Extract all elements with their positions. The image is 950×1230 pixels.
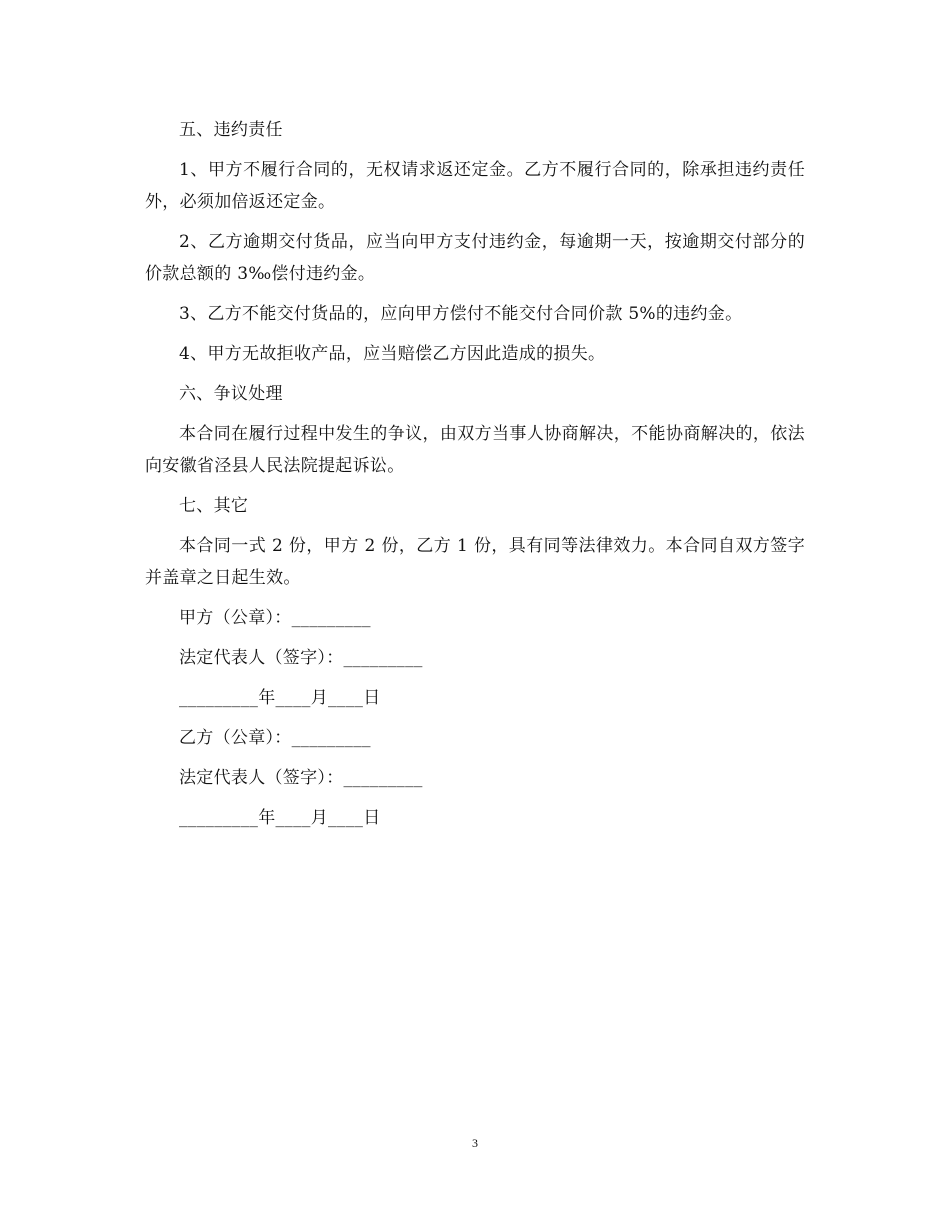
clause-other: 本合同一式 2 份，甲方 2 份，乙方 1 份，具有同等法律效力。本合同自双方签字并盖章之日起生效。 bbox=[145, 536, 805, 588]
clause-breach-3: 3、乙方不能交付货品的，应向甲方偿付不能交付合同价款 5%的违约金。 bbox=[179, 304, 743, 324]
page-number: 3 bbox=[472, 1136, 478, 1150]
party-b-seal-line: 乙方（公章）：_________ bbox=[179, 728, 371, 748]
party-b-representative-line: 法定代表人（签字）：_________ bbox=[179, 768, 423, 788]
clause-breach-4: 4、甲方无故拒收产品，应当赔偿乙方因此造成的损失。 bbox=[179, 344, 606, 364]
party-a-seal-line: 甲方（公章）：_________ bbox=[179, 608, 371, 628]
clause-dispute: 本合同在履行过程中发生的争议，由双方当事人协商解决，不能协商解决的，依法向安徽省泾县人民法院提起诉讼。 bbox=[145, 424, 805, 476]
document-body bbox=[145, 114, 805, 834]
clause-breach-2: 2、乙方逾期交付货品，应当向甲方支付违约金，每逾期一天，按逾期交付部分的价款总额的 3‰偿付违约金。 bbox=[145, 232, 805, 284]
section-heading-dispute: 六、争议处理 bbox=[179, 384, 283, 404]
section-heading-other: 七、其它 bbox=[179, 496, 249, 516]
clause-breach-1: 1、甲方不履行合同的，无权请求返还定金。乙方不履行合同的，除承担违约责任外，必须加倍返还定金。 bbox=[145, 160, 805, 212]
section-heading-breach: 五、违约责任 bbox=[179, 120, 283, 140]
party-a-representative-line: 法定代表人（签字）：_________ bbox=[179, 648, 423, 668]
party-a-date-line: _________年____月____日 bbox=[179, 688, 381, 708]
party-b-date-line: _________年____月____日 bbox=[179, 808, 381, 828]
